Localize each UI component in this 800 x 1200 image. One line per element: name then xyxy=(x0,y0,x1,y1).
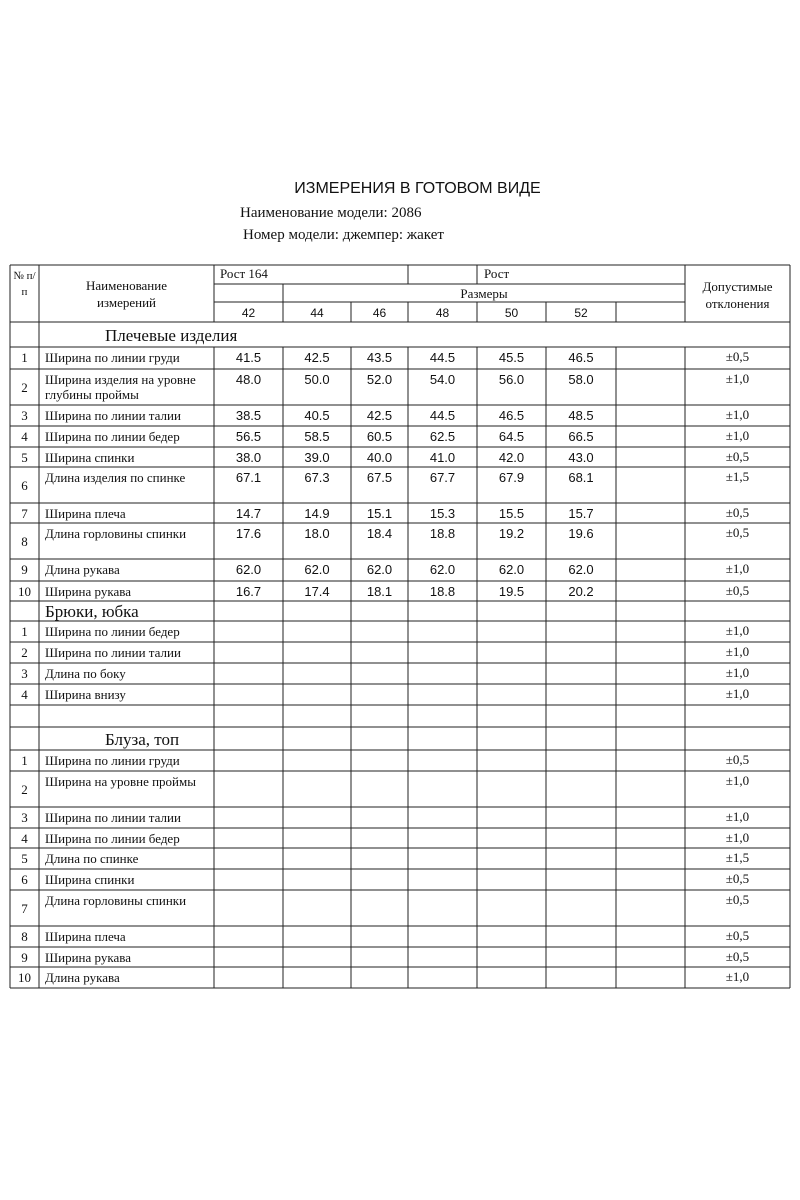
row-number: 7 xyxy=(21,900,28,916)
size-value: 62.0 xyxy=(304,562,330,577)
tolerance-value: ±1,0 xyxy=(725,561,750,576)
size-value: 67.3 xyxy=(304,470,330,485)
size-value: 17.4 xyxy=(304,584,330,599)
row-number: 8 xyxy=(21,929,28,944)
size-value: 54.0 xyxy=(429,372,456,387)
size-value: 62.0 xyxy=(235,562,262,577)
row-number: 3 xyxy=(21,666,28,681)
size-value: 17.6 xyxy=(235,526,262,541)
measurement-name: Ширина по линии талии xyxy=(45,645,181,660)
size-value: 19.2 xyxy=(498,526,525,541)
size-value: 60.5 xyxy=(366,429,393,444)
size-value: 62.0 xyxy=(429,562,456,577)
row-number: 2 xyxy=(21,781,28,797)
tolerance-value: ±0,5 xyxy=(725,928,750,943)
size-value: 62.5 xyxy=(429,429,456,444)
size-value: 42.5 xyxy=(366,408,393,423)
row-number: 6 xyxy=(21,872,28,887)
header-height-label: Рост 164 xyxy=(220,266,268,281)
size-value: 50.0 xyxy=(304,372,330,387)
row-number: 2 xyxy=(21,645,28,660)
size-value: 48.0 xyxy=(235,372,262,387)
row-number: 1 xyxy=(21,753,28,768)
tolerance-value: ±0,5 xyxy=(725,505,750,520)
size-value: 67.1 xyxy=(235,470,262,485)
size-value: 56.5 xyxy=(235,429,262,444)
tolerance-value: ±0,5 xyxy=(725,871,750,886)
header-tolerance-column: Допустимые отклонения xyxy=(702,279,773,311)
tolerance-value: ±1,0 xyxy=(725,809,750,824)
tolerance-value: ±0,5 xyxy=(725,752,750,767)
measurement-name: Ширина плеча xyxy=(45,506,126,521)
measurement-name: Ширина рукава xyxy=(45,584,131,599)
row-number: 8 xyxy=(21,533,28,549)
measurement-name: Ширина по линии бедер xyxy=(45,624,180,639)
size-value: 18.8 xyxy=(429,526,456,541)
header-height-label-2: Рост xyxy=(484,266,510,281)
size-value: 48.5 xyxy=(568,408,594,423)
size-value: 16.7 xyxy=(235,584,262,599)
header-number-column: № п/ п xyxy=(13,270,36,298)
row-number: 10 xyxy=(18,584,31,599)
row-number: 10 xyxy=(18,970,31,985)
document-title: ИЗМЕРЕНИЯ В ГОТОВОМ ВИДЕ xyxy=(294,180,541,197)
measurement-name: Длина горловины спинки xyxy=(45,893,187,908)
tolerance-value: ±0,5 xyxy=(725,525,750,540)
size-value: 62.0 xyxy=(568,562,594,577)
size-value: 19.5 xyxy=(498,584,525,599)
header-size-48: 48 xyxy=(435,306,450,320)
size-value: 42.5 xyxy=(304,350,330,365)
size-value: 41.5 xyxy=(235,350,262,365)
tolerance-value: ±1,0 xyxy=(725,686,750,701)
measurement-name: Длина по боку xyxy=(45,666,126,681)
size-value: 67.9 xyxy=(498,470,525,485)
size-value: 14.7 xyxy=(235,506,262,521)
row-number: 2 xyxy=(21,379,28,395)
section-title: Блуза, топ xyxy=(105,729,180,749)
measurement-name: Ширина по линии бедер xyxy=(45,429,180,444)
row-number: 7 xyxy=(21,506,28,521)
tolerance-value: ±1,0 xyxy=(725,623,750,638)
size-value: 18.1 xyxy=(366,584,393,599)
row-number: 5 xyxy=(21,450,28,465)
measurement-name: Ширина рукава xyxy=(45,950,131,965)
header-size-44: 44 xyxy=(310,306,324,320)
header-size-52: 52 xyxy=(574,306,588,320)
size-value: 43.0 xyxy=(568,450,594,465)
section-title: Брюки, юбка xyxy=(45,602,139,621)
tolerance-value: ±1,0 xyxy=(725,830,750,845)
size-value: 38.0 xyxy=(235,450,262,465)
tolerance-value: ±1,0 xyxy=(725,407,750,422)
measurement-name: Ширина по линии талии xyxy=(45,810,181,825)
row-number: 4 xyxy=(21,429,28,444)
row-number: 4 xyxy=(21,687,28,702)
measurement-name: Ширина по линии груди xyxy=(45,753,180,768)
tolerance-value: ±1,0 xyxy=(725,644,750,659)
measurement-name: Ширина спинки xyxy=(45,872,135,887)
size-value: 15.7 xyxy=(568,506,594,521)
row-number: 5 xyxy=(21,851,28,866)
tolerance-value: ±1,0 xyxy=(725,665,750,680)
size-value: 15.1 xyxy=(366,506,393,521)
size-value: 44.5 xyxy=(429,408,456,423)
section-title: Плечевые изделия xyxy=(105,325,238,345)
measurement-name: Ширина по линии бедер xyxy=(45,831,180,846)
size-value: 18.0 xyxy=(304,526,330,541)
row-number: 3 xyxy=(21,810,28,825)
size-value: 46.5 xyxy=(568,350,594,365)
model-name-line: Наименование модели: 2086 xyxy=(240,205,422,221)
size-value: 44.5 xyxy=(429,350,456,365)
row-number: 3 xyxy=(21,408,28,423)
tolerance-value: ±0,5 xyxy=(725,349,750,364)
size-value: 62.0 xyxy=(366,562,393,577)
header-size-42: 42 xyxy=(241,306,256,320)
row-number: 9 xyxy=(21,950,28,965)
size-value: 15.5 xyxy=(498,506,525,521)
tolerance-value: ±0,5 xyxy=(725,583,750,598)
row-number: 1 xyxy=(21,624,28,639)
tolerance-value: ±0,5 xyxy=(725,449,750,464)
tolerance-value: ±1,0 xyxy=(725,773,750,788)
size-value: 58.0 xyxy=(568,372,594,387)
row-number: 9 xyxy=(21,562,28,577)
measurement-name: Ширина по линии груди xyxy=(45,350,180,365)
size-value: 15.3 xyxy=(429,506,456,521)
measurement-name: Ширина по линии талии xyxy=(45,408,181,423)
row-number: 4 xyxy=(21,831,28,846)
size-value: 20.2 xyxy=(568,584,594,599)
size-value: 67.7 xyxy=(429,470,456,485)
size-value: 52.0 xyxy=(366,372,393,387)
measurement-name: Длина по спинке xyxy=(45,851,139,866)
measurement-name: Длина рукава xyxy=(45,562,120,577)
model-number-line: Номер модели: джемпер: жакет xyxy=(243,227,444,243)
tolerance-value: ±0,5 xyxy=(725,892,750,907)
size-value: 56.0 xyxy=(498,372,525,387)
size-value: 14.9 xyxy=(304,506,330,521)
measurement-name: Длина горловины спинки xyxy=(45,526,187,541)
tolerance-value: ±1,0 xyxy=(725,428,750,443)
size-value: 18.4 xyxy=(366,526,393,541)
size-value: 41.0 xyxy=(429,450,456,465)
header-measurement-name: Наименование измерений xyxy=(86,278,167,310)
size-value: 68.1 xyxy=(568,470,594,485)
tolerance-value: ±1,5 xyxy=(725,469,750,484)
size-value: 42.0 xyxy=(498,450,525,465)
size-value: 45.5 xyxy=(498,350,525,365)
measurement-name: Ширина на уровне проймы xyxy=(45,774,196,789)
measurement-name: Ширина спинки xyxy=(45,450,135,465)
measurement-name: Ширина плеча xyxy=(45,929,126,944)
size-value: 40.5 xyxy=(304,408,330,423)
size-value: 40.0 xyxy=(366,450,393,465)
tolerance-value: ±1,0 xyxy=(725,371,750,386)
tolerance-value: ±0,5 xyxy=(725,949,750,964)
size-value: 64.5 xyxy=(498,429,525,444)
measurement-name: Длина рукава xyxy=(45,970,120,985)
tolerance-value: ±1,5 xyxy=(725,850,750,865)
measurement-name: Ширина внизу xyxy=(45,687,126,702)
measurement-name: Длина изделия по спинке xyxy=(45,470,186,485)
size-value: 18.8 xyxy=(429,584,456,599)
measurement-name: Ширина изделия на уровне глубины проймы xyxy=(45,372,196,402)
size-value: 38.5 xyxy=(235,408,262,423)
header-size-46: 46 xyxy=(372,306,387,320)
size-value: 58.5 xyxy=(304,429,330,444)
size-value: 66.5 xyxy=(568,429,594,444)
size-value: 39.0 xyxy=(304,450,330,465)
tolerance-value: ±1,0 xyxy=(725,969,750,984)
size-value: 19.6 xyxy=(568,526,594,541)
row-number: 6 xyxy=(21,477,28,493)
size-value: 46.5 xyxy=(498,408,525,423)
header-sizes-label: Размеры xyxy=(460,286,508,301)
header-size-50: 50 xyxy=(504,306,519,320)
row-number: 1 xyxy=(21,350,28,365)
size-value: 43.5 xyxy=(366,350,393,365)
size-value: 67.5 xyxy=(366,470,393,485)
size-value: 62.0 xyxy=(498,562,525,577)
